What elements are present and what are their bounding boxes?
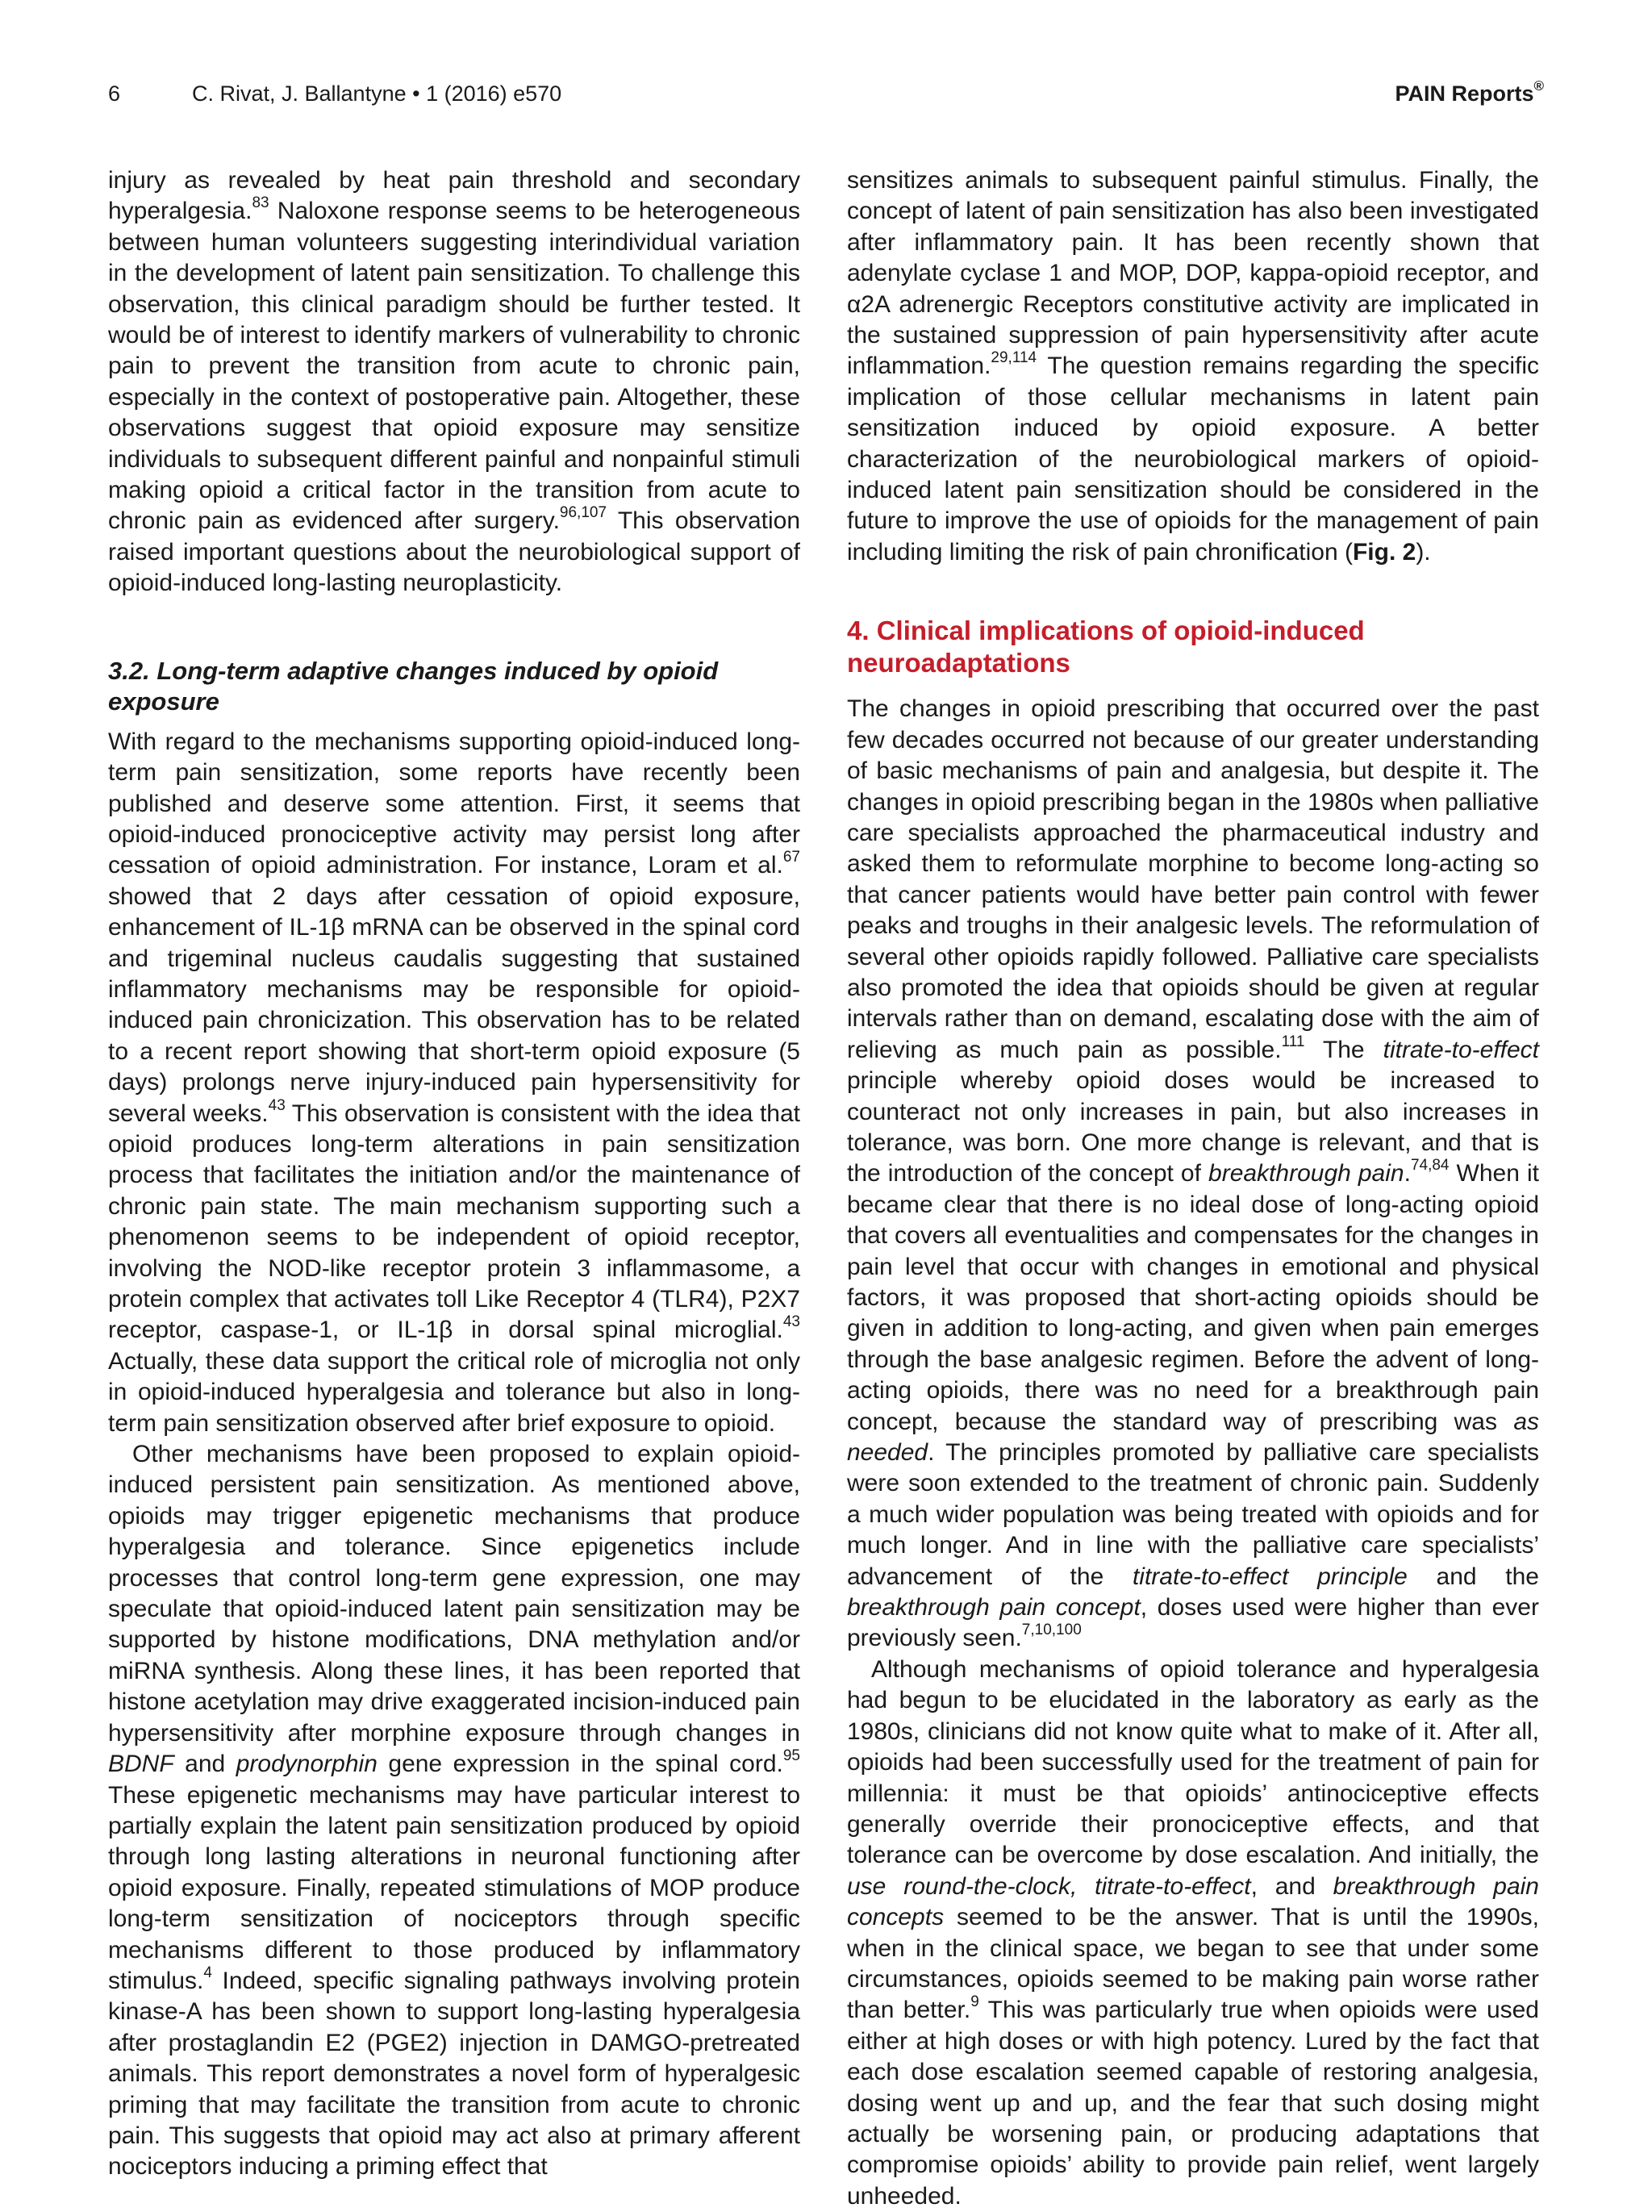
citation-ref[interactable]: 96,107 xyxy=(559,504,607,522)
citation-ref[interactable]: 111 xyxy=(1281,1033,1305,1050)
citation-ref[interactable]: 43 xyxy=(268,1096,286,1114)
citation-ref[interactable]: 74,84 xyxy=(1410,1157,1450,1175)
section-heading-3-2: 3.2. Long-term adaptive changes induced by opioid exposure xyxy=(108,656,719,716)
citation-ref[interactable]: 7,10,100 xyxy=(1021,1621,1082,1639)
citation-ref[interactable]: 83 xyxy=(252,194,269,212)
citation-ref[interactable]: 43 xyxy=(782,1313,800,1331)
right-column xyxy=(847,165,1539,2212)
paragraph-adaptive-changes: With regard to the mechanisms supporting opioid-induced long-term pain sensitization, some reports have recently been published and deserve some attention. First, it seems that opioid-induced pronociceptive activity may persist long after cessation of opioid administration. For instance, Loram et al.$^{67}$ showed that 2 days after cessation of opioid exposure, enhancement of IL-1β mRNA can be observed in the spinal cord and trigeminal nucleus caudalis suggesting that sustained inflammatory mechanisms may be responsible for opioid-induced pain chronicization. This observation has to be related to a recent report showing that short-term opioid exposure (5 days) prolongs nerve injury-induced pain hypersensitivity for several weeks.$^{43}$ This observation is consistent with the idea that opioid produces long-term alterations in pain sensitization process that facilitates the initiation and/or the maintenance of chronic pain state. The main mechanism supporting such a phenomenon seems to be independent of opioid receptor, involving the NOD-like receptor protein 3 inflammasome, a protein complex that activates toll Like Receptor 4 (TLR4), P2X7 receptor, caspase-1, or IL-1β in dorsal spinal microglial.$^{43}$ Actually, these data support the critical role of microglia not only in opioid-induced hyperalgesia and tolerance but also in long-term pain sensitization observed after brief exposure to opioid. xyxy=(108,728,800,1437)
page-number: 6 xyxy=(108,81,121,106)
citation-ref[interactable]: 9 xyxy=(970,1993,979,2011)
citation-ref[interactable]: 29,114 xyxy=(991,349,1037,367)
citation-ref[interactable]: 95 xyxy=(782,1747,800,1765)
citation-ref[interactable]: 67 xyxy=(782,849,800,866)
section-heading-4: 4. Clinical implications of opioid-induced neuroadaptations xyxy=(847,616,1365,678)
figure-reference-link[interactable]: Fig. 2 xyxy=(1352,538,1416,566)
running-header xyxy=(108,77,1544,113)
paragraph-opioid-prescribing: The changes in opioid prescribing that occurred over the past few decades occurred not because of our greater understanding of basic mechanisms of pain and analgesia, but despite it. The changes in opioid prescribing began in the 1980s when palliative care specialists approached the pharmaceutical industry and asked them to reformulate morphine to become long-acting so that cancer patients would have better pain control with fewer peaks and troughs in their analgesic levels. The reformulation of several other opioids rapidly followed. Palliative care specialists also promoted the idea that opioids should be given at regular intervals rather than on demand, escalating dose with the aim of relieving as much pain as possible.$^{111}$ The titrate-to-effect principle whereby opioid doses would be increased to counteract not only increases in pain, but also increases in tolerance, was born. One more change is relevant, and that is the introduction of the concept of breakthrough pain.$^{74,84}$ When it became clear that there is no ideal dose of long-acting opioid that covers all eventualities and compensates for the changes in pain level that occur with changes in emotional and physical factors, it was proposed that short-acting opioids should be given in addition to long-acting, and given when pain emerges through the base analgesic regimen. Before the advent of long-acting opioids, there was no need for a breakthrough pain concept, because the standard way of prescribing was as needed. The principles promoted by palliative care specialists were soon extended to the treatment of chronic pain. Suddenly a much wider population was being treated with opioids and for much longer. And in line with the palliative care specialists’ advancement of the titrate-to-effect principle and the breakthrough pain concept, doses used were higher than ever previously seen.$^{7,10,100}$ xyxy=(847,695,1540,1652)
paragraph-sensitizes-animals: sensitizes animals to subsequent painful stimulus. Finally, the concept of latent of pain sensitization has also been investigated after inflammatory pain. It has been recently shown that adenylate cyclase 1 and MOP, DOP, kappa-opioid receptor, and α2A adrenergic Receptors constitutive activity are implicated in the sustained suppression of pain hypersensitivity after acute inflammation.$^{29,114}$ The question remains regarding the specific implication of those cellular mechanisms in latent pain sensitization induced by opioid exposure. A better characterization of the neurobiological markers of opioid-induced latent pain sensitization should be considered in the future to improve the use of opioids for the management of pain including limiting the risk of pain chronification (Fig. 2). xyxy=(847,167,1539,566)
article-citation: C. Rivat, J. Ballantyne • 1 (2016) e570 xyxy=(192,81,562,106)
paragraph-other-mechanisms: Other mechanisms have been proposed to explain opioid-induced persistent pain sensitization. As mentioned above, opioids may trigger epigenetic mechanisms that produce hyperalgesia and tolerance. Since epigenetics include processes that control long-term gene expression, one may speculate that opioid-induced latent pain sensitization may be supported by histone modifications, DNA methylation and/or miRNA synthesis. Along these lines, it has been reported that histone acetylation may drive exaggerated incision-induced pain hypersensitivity after morphine exposure through changes in BDNF and prodynorphin gene expression in the spinal cord.$^{95}$ These epigenetic mechanisms may have particular interest to partially explain the latent pain sensitization produced by opioid through long lasting alterations in neuronal functioning after opioid exposure. Finally, repeated stimulations of MOP produce long-term sensitization of nociceptors through specific mechanisms different to those produced by inflammatory stimulus.$^4$ Indeed, specific signaling pathways involving protein kinase-A has been shown to support long-lasting hyperalgesia after prostaglandin E2 (PGE2) injection in DAMGO-pretreated animals. This report demonstrates a novel form of hyperalgesic priming that may facilitate the transition from acute to chronic pain. This suggests that opioid may act also at primary afferent nociceptors inducing a priming effect that xyxy=(108,1441,800,2181)
paragraph-latent-sensitization: injury as revealed by heat pain threshold and secondary hyperalgesia.$^{83}$ Naloxone response seems to be heterogeneous between human volunteers suggesting interindividual variation in the development of latent pain sensitization. To challenge this observation, this clinical paradigm should be further tested. It would be of interest to identify markers of vulnerability to chronic pain to prevent the transition from acute to chronic pain, especially in the context of postoperative pain. Altogether, these observations suggest that opioid exposure may sensitize individuals to subsequent different painful and nonpainful stimuli making opioid a critical factor in the transition from acute to chronic pain as evidenced after surgery.$^{96,107}$ This observation raised important questions about the neurobiological support of opioid-induced long-lasting neuroplasticity. xyxy=(108,167,800,597)
citation-ref[interactable]: 4 xyxy=(203,1964,212,1981)
paragraph-tolerance-hyperalgesia: Although mechanisms of opioid tolerance and hyperalgesia had begun to be elucidated in the laboratory as early as the 1980s, clinicians did not know quite what to make of it. After all, opioids had been successfully used for the treatment of pain for millennia: it must be that opioids’ antinociceptive effects generally override their pronociceptive effects, and that tolerance can be overcome by dose escalation. And initially, the use round-the-clock, titrate-to-effect, and breakthrough pain concepts seemed to be the answer. That is until the 1990s, when in the clinical space, we began to see that under some circumstances, opioids seemed to be making pain worse rather than better.$^9$ This was particularly true when opioids were used either at high doses or with high potency. Lured by the fact that each dose escalation seemed capable of restoring analgesia, dosing went up and up, and the fear that such dosing might actually be worsening pain, or producing adaptations that compromise opioids’ ability to provide pain relief, went largely unheeded. xyxy=(847,1655,1539,2210)
left-column xyxy=(108,165,800,2183)
journal-name: PAIN Reports® xyxy=(1395,78,1544,106)
